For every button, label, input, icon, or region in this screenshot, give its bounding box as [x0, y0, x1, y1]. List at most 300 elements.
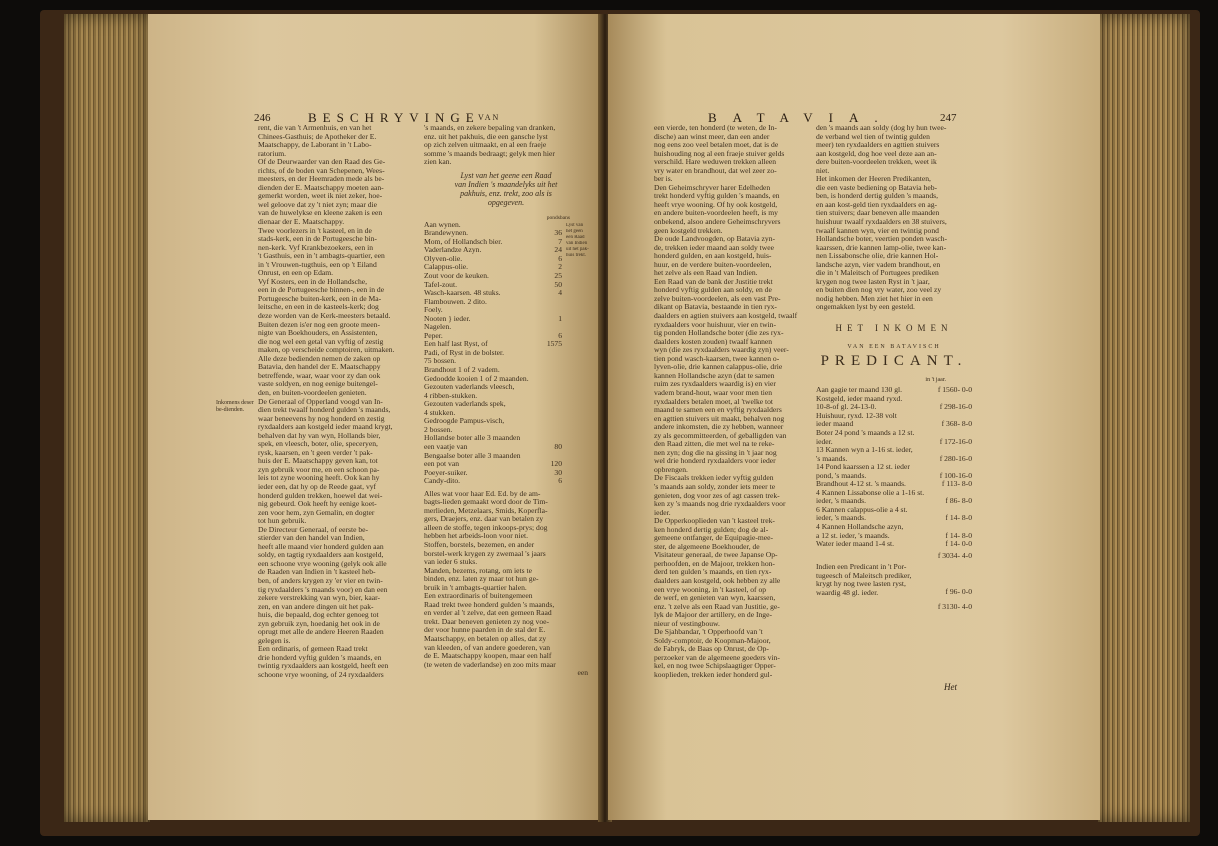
accounts-note-amount: f 96- 0-0 — [945, 587, 972, 597]
text-line: somme 's maands bedraagt; gelyk men hier — [424, 149, 555, 158]
text-line: gemerkt worden, weet ik niet zeker, hoe- — [258, 192, 383, 201]
text-line: tien stuivers; daar beneven alle maanden — [816, 209, 940, 218]
text-line: zy als gecommitteerden, of geballigden van — [654, 431, 787, 440]
text-line: De Generaal of Opperland voogd van In- — [258, 397, 383, 406]
list-item-value: 4 — [558, 288, 562, 298]
text-line: zekere verstrekking van wyn, bier, kaar- — [258, 594, 381, 603]
text-line: wel drie honderd ryxdaalders voor ieder — [654, 457, 776, 466]
text-line: huis der E. Maatschappy geven kan, tot — [258, 457, 378, 466]
text-line: andere inkomsten, die zy hebben, wanneer — [654, 423, 784, 432]
text-line: nieur of vestingbouw. — [654, 619, 720, 628]
text-line: de Fabryk, de Baas op Onrust, de Op- — [654, 645, 769, 654]
list-item-name: Wasch-kaarsen. 48 stuks. — [424, 288, 501, 298]
left-column-2 — [424, 124, 588, 678]
text-line: bagts-lieden gemaakt word door de Tim- — [424, 498, 548, 507]
section-subtitle: VAN EEN BATAVISCH — [847, 343, 941, 350]
text-line: nen-kerk. Vyf Krankbezoekers, een in — [258, 243, 373, 252]
side-note-line: uit het pak- — [566, 246, 589, 252]
text-line: perzoeker van de algemeene goeders vin- — [654, 653, 780, 662]
right-catchword: Het — [944, 682, 957, 692]
list-item-name: Gedroogde Pampus-visch, — [424, 416, 505, 426]
text-line: soldy, en tagtig ryxdaalders aan kostgeld, — [258, 551, 384, 560]
text-line: drie honderd vyftig gulden 's maands, en — [258, 653, 382, 662]
text-line: maand te samen een en vyftig ryxdaalders — [654, 406, 782, 415]
text-line: enz. 't zelve als een Raad van Justitie, ge- — [654, 602, 780, 611]
text-line: de verband wel tien of twintig gulden — [816, 132, 930, 141]
right-page — [608, 14, 1100, 820]
note-line: waardig 48 gl. ieder. — [816, 588, 879, 597]
text-line: gers, Draejers, enz. daar van betalen zy — [424, 515, 544, 524]
text-line: heeft alle maand vier honderd gulden aan — [258, 542, 384, 551]
right-column-1 — [654, 124, 810, 680]
text-line: trekt. Daar beneven genieten zy nog voe- — [424, 617, 550, 626]
text-line: enz. uit het pakhuis, die een gansche lyst — [424, 132, 548, 141]
text-line: behalven dat hy van wyn, Hollands bier, — [258, 431, 381, 440]
account-amount: f 280-16-0 — [939, 453, 972, 463]
accounts-year-heading: in 't jaar. — [925, 376, 946, 383]
list-title-line: pakhuis, enz. trekt, zoo als is — [460, 188, 552, 198]
text-line: dienden der E. Maatschappy moeten aan- — [258, 183, 384, 192]
text-line: Het inkomen der Heeren Predikanten, — [816, 175, 931, 184]
note-line: krygt hy nog twee lasten ryst, — [816, 580, 906, 589]
text-line: leis tot zyne wooning heeft. Ook kan hy — [258, 474, 380, 483]
text-line: zen voor hem, zyn Gemalin, en dogter — [258, 508, 375, 517]
text-line: daalders en agtien stuivers aan kostgeld, twaalf — [654, 312, 798, 321]
text-line: 't Gasthuis, een in 't ambagts-quartier, een — [258, 252, 385, 261]
list-item-value — [544, 375, 562, 384]
list-item-value — [544, 392, 562, 401]
text-line: honderd gulden trekken, hoewel dat wei- — [258, 491, 383, 500]
list-item-name: Hollandse boter alle 3 maanden — [424, 433, 521, 443]
text-line: waar beneevens hy nog honderd en zestig — [258, 414, 385, 423]
list-item-name: een pot van — [424, 459, 460, 469]
text-line: huur, en de verdere buiten-voordeelen, — [654, 260, 772, 269]
text-line: kooplieden, trekken ieder honderd gul- — [654, 671, 773, 679]
text-line: Maatschappy, en betalen op alles, dat zy — [424, 634, 547, 643]
text-line: Visitateur generaal, de twee Japanse Op- — [654, 551, 778, 560]
text-line: De Opperkooplieden van 't kasteel trek- — [654, 517, 775, 526]
text-line: gelegen is. — [258, 636, 291, 645]
text-line: nen Lissabonsche olie, drie kannen Hol- — [816, 252, 939, 261]
text-line: in 't Vrouwen-tugthuis, een op 't Eiland — [258, 260, 377, 269]
text-line: dikant op Batavia, bestaande in tien ryx- — [654, 303, 777, 312]
text-line: rysk, kaarsen, en 't geen verder 't pak- — [258, 448, 373, 457]
list-item-value — [544, 383, 562, 392]
account-amount: f 14- 8-0 — [945, 513, 972, 523]
text-line: vaste soldyen, en nog eenige buitengel- — [258, 380, 378, 389]
text-line: Stoffen, borstels, bezemen, en ander — [424, 540, 535, 549]
list-item-name: Peper. — [424, 330, 443, 340]
account-item: Kostgeld, ieder maand ryxd. — [816, 393, 903, 403]
text-line: ken zy 's maands nog drie ryxdaalders voor — [654, 500, 786, 509]
text-line: nog eens zoo veel betalen moet, dat is de — [654, 141, 779, 150]
text-line: Maatschappy, de Laborant in 't Labo- — [258, 141, 372, 150]
text-line: hebben het arbeids-loon voor niet. — [424, 532, 528, 541]
text-line: Onrust, en een op Edam. — [258, 269, 334, 278]
account-amount: f 113- 8-0 — [941, 479, 972, 489]
section-main-title: PREDICANT. — [820, 353, 968, 370]
list-item-name: Vaderlandze Azyn. — [424, 245, 482, 255]
account-row — [816, 540, 972, 549]
text-line: kaarssen, drie kannen lamp-olie, twee kan- — [816, 243, 947, 252]
text-line: en andere buiten-voordeelen heeft, is my — [654, 209, 778, 218]
list-item-name: Gedoodde kooien 1 of 2 maanden. — [424, 373, 529, 383]
text-line: aan kostgeld, dog hoe veel deze aan an- — [816, 149, 937, 158]
text-line: nen zyn; dog die na gissing in 't jaar nog — [654, 448, 777, 457]
account-item: 14 Pond kaarssen a 12 st. ieder — [816, 462, 910, 472]
text-line: vry water en brandhout, dat wel zeer zo- — [654, 166, 777, 175]
account-amount: f 100-16-0 — [939, 470, 972, 480]
list-item-name: Poeyer-suiker. — [424, 467, 468, 477]
text-line: huishuur twaalf ryxdaalders en 38 stuivers, — [816, 218, 947, 227]
list-item-name: Candy-dito. — [424, 476, 461, 486]
text-line: 's maands aan soldy, zonder iets meer te — [654, 482, 776, 491]
text-line: een vierde, ten honderd (te weten, de In- — [654, 124, 777, 132]
text-line: twaalf kannen wyn, vier en twintig pond — [816, 226, 939, 235]
note-line: Indien een Predicant in 't Por- — [816, 563, 907, 572]
text-line: (te weten de vaderlandse) en zoo mits maar — [424, 660, 556, 669]
account-item: ieder maand — [816, 419, 854, 429]
text-line: op zich zelven uitmaakt, en al een fraeje — [424, 141, 547, 150]
account-item: Aan gagie ter maand 130 gl. — [816, 385, 903, 395]
list-item-value: 36 — [554, 228, 562, 238]
text-line: Soldy-comptoir, de Koopman-Majoor, — [654, 636, 771, 645]
text-line: stads-kerk, een in de Portugeesche bin- — [258, 235, 377, 244]
preacher-accounts — [816, 386, 972, 548]
text-line: ben, is honderd dertig gulden 's maands, — [816, 192, 939, 201]
text-line: dere buiten-voordeelen trekken, weet ik — [816, 158, 937, 167]
list-item-name: een vaatje van — [424, 441, 468, 451]
account-item: ieder, 's maands. — [816, 513, 866, 523]
left-column-2-continued — [424, 490, 588, 669]
list-item-name: Mom, of Hollandsch bier. — [424, 236, 503, 246]
list-item-name: Padi, of Ryst in de bolster. — [424, 347, 505, 357]
text-line: leitsche, en een in de kasteels-kerk; dog — [258, 303, 379, 312]
list-item-value: 50 — [554, 279, 562, 289]
text-line: den, en buiten-voordeelen genieten. — [258, 388, 367, 397]
list-item-value: 1 — [558, 313, 562, 323]
list-item-name: Aan wynen. — [424, 219, 461, 229]
list-item-name: Calappus-olie. — [424, 262, 469, 272]
list-item-value — [544, 357, 562, 366]
text-line: meer) ten ryxdaalders en agttien stuivers — [816, 141, 940, 150]
text-line: Een ordinaris, of gemeen Raad trekt — [258, 645, 368, 654]
list-item-value: 25 — [554, 271, 562, 281]
text-line: ratorium. — [258, 149, 287, 158]
list-item-name: Nooten } ieder. — [424, 313, 471, 323]
list-item-name: Nagelen. — [424, 322, 452, 332]
text-line: daalders aan kostgeld, ook hebben zy alle — [654, 576, 781, 585]
list-item-value — [544, 400, 562, 409]
list-item-name: Zout voor de keuken. — [424, 271, 489, 281]
text-line: den 's maands aan soldy (dog hy hun twee- — [816, 124, 947, 132]
account-item: 4 Kannen Lissabonse olie a 1-16 st. — [816, 487, 925, 497]
left-catchword: een — [577, 668, 588, 678]
side-note-line: Lyst van — [566, 222, 584, 228]
account-item: a 12 st. ieder, 's maands. — [816, 530, 890, 540]
text-line: die een vaste bediening op Batavia heb- — [816, 183, 938, 192]
text-line: het zelve als een Raad van Indien. — [654, 269, 758, 278]
list-item-value — [544, 298, 562, 307]
list-item — [424, 323, 562, 332]
text-line: alleen de stoffe, tegen inkoops-prys; dog — [424, 523, 548, 532]
list-item-name: 4 stukken. — [424, 407, 456, 417]
account-item: pond, 's maands. — [816, 470, 867, 480]
text-line: zyn gebruik voor me, en een schoon pa- — [258, 465, 380, 474]
right-column-2 — [816, 124, 972, 611]
left-column-1 — [258, 124, 416, 680]
list-item-value: 2 — [558, 262, 562, 272]
text-line: nig gebeurd. Ook heeft hy eenige koet- — [258, 500, 377, 509]
text-line: een in de Portugeesche binnen-, een in de — [258, 286, 385, 295]
list-unit-heading: pondsbans — [546, 214, 570, 221]
text-line: een vrye wooning, in 't kasteel, of op — [654, 585, 767, 594]
left-page — [148, 14, 602, 820]
text-line: stierder van den handel van Indien, — [258, 534, 365, 543]
accounts-subtotal: f 3034- 4-0 — [937, 550, 972, 560]
text-line: Buiten dezen is'er nog een groote meen- — [258, 320, 380, 329]
text-line: huis, die bepaald, dog echter genoeg tot — [258, 611, 379, 620]
text-line: gemeene ontfanger, de Equipagie-mee- — [654, 534, 774, 543]
text-line: ster, de algemeene Boekhouder, de — [654, 542, 760, 551]
list-title-line: Lyst van het geene een Raad — [460, 170, 552, 180]
account-item: 4 Kannen Hollandsche azyn, — [816, 521, 904, 531]
text-line: van kleeden, of van andere goederen, van — [424, 643, 551, 652]
text-line: oprugt met alle de andere Heeren Raaden — [258, 628, 384, 637]
account-amount: f 298-16-0 — [939, 402, 972, 412]
list-item-value — [544, 349, 562, 358]
list-item — [424, 298, 562, 307]
text-line: lyven-olie, drie kannen calappus-olie, drie — [654, 363, 783, 372]
text-line: Alles wat voor haar Ed. Ed. by de am- — [424, 489, 541, 498]
right-column-2-text — [816, 124, 972, 312]
note-line: tugeesch of Maleitsch prediker, — [816, 571, 912, 580]
text-line: ben, of anders krygen zy 'er vier en twin- — [258, 576, 383, 585]
left-column-2-intro — [424, 124, 588, 167]
account-amount: f 14- 8-0 — [945, 530, 972, 540]
section-title: HET INKOMEN — [835, 323, 953, 334]
text-line: De oude Landvoogden, op Batavia zyn- — [654, 235, 776, 244]
text-line: daalders kosten zouden) twaalf kannen — [654, 337, 773, 346]
text-line: Vyf Kosters, een in de Hollandsche, — [258, 277, 368, 286]
list-item-name: Olyven-olie. — [424, 253, 463, 263]
account-item: Huishuur, ryxd. 12-38 volt — [816, 410, 897, 420]
account-item: Boter 24 pond 's maands a 12 st. — [816, 427, 915, 437]
text-line: deze worden van de Kerk-meesters betaald. — [258, 312, 391, 321]
list-item-value: 80 — [554, 441, 562, 451]
text-line: honderd vyftig gulden aan soldy, en de — [654, 286, 772, 295]
account-item: 6 Kannen calappus-olie a 4 st. — [816, 504, 908, 514]
text-line: 's maands, en zekere bepaling van dranken, — [424, 124, 556, 132]
list-item-name: 75 bossen. — [424, 356, 457, 366]
text-line: ongemakken lyst by een gesteld. — [816, 303, 915, 312]
text-line: kel, en nog twee Schipslaagtiger Opper- — [654, 662, 776, 671]
text-line: die nog wel een getal van vyftig of zestig — [258, 337, 384, 346]
text-line: schoone vrye wooning, of 24 ryxdaalders — [258, 671, 384, 679]
list-item-value: 120 — [550, 459, 562, 469]
text-line: Batavia, den handel der E. Maatschappy — [258, 363, 381, 372]
list-item-name: Een half last Ryst, of — [424, 339, 488, 349]
list-item-value: 7 — [558, 236, 562, 246]
text-line: dienaar der E. Maatschappy. — [258, 218, 345, 227]
text-line: heeft vrye wooning. Of hy ook kostgeld, — [654, 200, 778, 209]
list-title-line: opgegeven. — [487, 197, 525, 207]
text-line: van ieder 6 stuks. — [424, 558, 478, 567]
list-title-line: van Indien 's maandelyks uit het — [454, 179, 558, 189]
list-item-name: Flambouwen. 2 dito. — [424, 296, 487, 306]
account-item: Brandhout 4-12 st. 's maands. — [816, 479, 906, 489]
text-line: twintig ryxdaalders aan kostgeld, heeft een — [258, 662, 389, 671]
text-line: geen kostgeld trekken. — [654, 226, 723, 235]
text-line: De Directeur Generaal, of eerste be- — [258, 525, 369, 534]
text-line: ieder. — [654, 508, 671, 517]
text-line: ruim zes ryxdaalders waardig is) en vier — [654, 380, 776, 389]
list-item-name: Gezouten vaderlands vleesch, — [424, 382, 515, 392]
text-line: Twee voorlezers in 't kasteel, en in de — [258, 226, 372, 235]
page-edges-left — [64, 14, 150, 822]
text-line: Of de Deurwaarder van den Raad des Ge- — [258, 158, 386, 167]
text-line: de E. Maatschappy koopen, maar een half — [424, 652, 552, 661]
right-page-number: 247 — [940, 112, 957, 124]
text-line: spek, en vleesch, boter, olie, speceryen, — [258, 440, 378, 449]
text-line: en agttien stuivers uit maakt, behalven nog — [654, 414, 785, 423]
list-item-name: Bengaalse boter alle 3 maanden — [424, 450, 521, 460]
page-edges-right — [1098, 14, 1190, 822]
text-line: binden, enz. laten zy maar tot hun ge- — [424, 575, 539, 584]
text-line: genieten, dog voor zes of agt cassen trek- — [654, 491, 780, 500]
list-item-value: 6 — [558, 253, 562, 263]
list-item-name: Brandhout 1 of 2 vadem. — [424, 365, 500, 375]
text-line: ryxdaalders betalen moet, al 'twelke tot — [654, 397, 774, 406]
account-amount: f 368- 8-0 — [941, 419, 972, 429]
text-line: Manden, bezems, rotang, om iets te — [424, 566, 532, 575]
list-item-value — [544, 366, 562, 375]
text-line: ber is. — [654, 175, 673, 184]
account-item: 13 Kannen wyn a 1-16 st. ieder, — [816, 445, 913, 455]
text-line: nodig hebben. Men ziet het hier in een — [816, 294, 933, 303]
text-line: verschild. Hare weduwen trekken alleen — [654, 158, 777, 167]
text-line: Den Geheimschryver harer Edelheden — [654, 183, 771, 192]
text-line: kannen Hollandsche azyn (dat te samen — [654, 371, 775, 380]
side-note-line: het geen — [566, 228, 583, 234]
text-line: ryxdaalders voor huishuur, vier en twin- — [654, 320, 777, 329]
text-line: huishouding nog al een fraeje stuiver gelds — [654, 149, 785, 158]
text-line: richts, of de boden van Schepenen, Wees- — [258, 166, 385, 175]
text-line: de Raaden van Indien in 't kasteel heb- — [258, 568, 376, 577]
text-line: Een Raad van de bank der Justitie trekt — [654, 277, 773, 286]
account-amount: f 86- 8-0 — [945, 496, 972, 506]
side-note-line: van Indien — [566, 240, 588, 246]
text-line: en buiten dien nog vry water, zoo veel zy — [816, 286, 942, 295]
text-line: merlieden, Metzelaars, Smids, Koperfla- — [424, 506, 548, 515]
text-line: krygen nog twee lasten Ryst in 't jaar, — [816, 277, 930, 286]
text-line: de, trekken ieder maand aan soldy twee — [654, 243, 774, 252]
text-line: een schoone vrye wooning (gelyk ook alle — [258, 559, 387, 568]
text-line: bruik in 't ambagts-quartier halen. — [424, 583, 527, 592]
text-line: Hollandsche boter, veertien ponden wasch- — [816, 235, 948, 244]
list-item-value — [544, 409, 562, 418]
text-line: de werf, en genieten van wyn, kaarssen, — [654, 594, 776, 603]
account-amount: f 172-16-0 — [939, 436, 972, 446]
right-running-header: BATAVIA. — [708, 110, 894, 125]
account-item: 10-8-of gl. 24-13-0. — [816, 402, 877, 412]
account-amount: f 14- 0-0 — [945, 539, 972, 549]
text-line: en aan kost-geld tien ryxdaalders en ag- — [816, 200, 938, 209]
list-item-value — [544, 417, 562, 426]
list-item-value: 6 — [558, 330, 562, 340]
left-margin-note: Inkomens deser be-dienden. — [216, 400, 254, 413]
text-line: derd ten gulden 's maands, en tien ryx- — [654, 568, 772, 577]
list-item-value — [544, 426, 562, 435]
text-line: De Fiscaals trekken ieder vyftig gulden — [654, 474, 774, 483]
text-line: meesters, en der Heemraden mede als be- — [258, 175, 385, 184]
list-item-name: Gezouten vaderlands spek, — [424, 399, 506, 409]
text-line: tot hun gebruik. — [258, 517, 307, 526]
list-item-name: Tafel-zout. — [424, 279, 457, 289]
side-note-line: huis trekt. — [566, 252, 586, 258]
text-line: Alle deze bedienden nemen de zaken op — [258, 354, 381, 363]
text-line: en verder al 't zelve, dat een gemeen Raad — [424, 609, 552, 618]
text-line: dien trekt twaalf honderd gulden 's maands, — [258, 406, 391, 415]
text-line: tig ryxdaalders 's maands voor) en dan een — [258, 585, 388, 594]
account-item: ieder. — [816, 436, 833, 446]
text-line: Portugeesche buiten-kerk, een in de Ma- — [258, 294, 382, 303]
text-line: Een extraordinaris of buitengemeen — [424, 592, 533, 601]
accounts-total: f 3130- 4-0 — [937, 601, 972, 611]
list-item-value: 1575 — [546, 339, 562, 349]
left-running-header: BESCHRYVINGE — [308, 110, 480, 125]
text-line: wel geloove dat zy 't niet zyn; maar die — [258, 200, 378, 209]
text-line: zelve buiten-voordeelen, als een vast Pre- — [654, 294, 781, 303]
list-item-name: Brandewynen. — [424, 228, 469, 238]
text-line: maken, op verscheide comptoiren, uitmaken. — [258, 346, 395, 355]
list-side-note — [566, 223, 596, 259]
text-line: borstel-werk krygen zy zwemaal 's jaars — [424, 549, 546, 558]
list-item-name: Foely. — [424, 305, 443, 315]
text-line: betreffende, waar, waar voor zy dan ook — [258, 371, 381, 380]
text-line: lyk de Majoor der artillery, en de Inge- — [654, 611, 773, 620]
list-item-name: 4 ribben-stukken. — [424, 390, 478, 400]
list-item — [424, 477, 562, 486]
account-item: ieder, 's maands. — [816, 496, 866, 506]
account-item: Water ieder maand 1-4 st. — [816, 539, 895, 549]
list-title — [424, 171, 588, 207]
text-line: ieder een, dat hy op de Reede gaat, vyf — [258, 482, 377, 491]
text-line: die in 't Maleitsch of Portugees prediken — [816, 269, 939, 278]
text-line: van de huwelykse en kleene zaken is een — [258, 209, 383, 218]
text-line: onbekend, alsoo andere Geheimschryvers — [654, 218, 781, 227]
list-item-value: 24 — [554, 245, 562, 255]
list-item-value: 30 — [554, 467, 562, 477]
council-allowance-list — [424, 215, 588, 486]
text-line: Chinees-Gasthuis; de Apotheker der E. — [258, 132, 377, 141]
text-line: rent, die van 't Armenhuis, en van het — [258, 124, 372, 132]
text-line: niet. — [816, 166, 830, 175]
text-line: nigte van Boekhouders, en Assistenten, — [258, 329, 378, 338]
list-item-value: 6 — [558, 476, 562, 486]
text-line: tig ponden Hollandsche boter (die zes ryx- — [654, 329, 784, 338]
text-line: trekt honderd vyftig gulden 's maands, en — [654, 192, 780, 201]
text-line: ryxdaalders aan kostgeld ieder maand krygt, — [258, 423, 393, 432]
account-amount: f 1560- 0-0 — [937, 385, 972, 395]
text-line: vadem brand-hout, waar voor men tien — [654, 388, 773, 397]
list-item-name: 2 bossen. — [424, 424, 453, 434]
text-line: zen, en van andere dingen uit het pak- — [258, 602, 374, 611]
text-line: De Sjahbandar, 't Opperhoofd van 't — [654, 628, 763, 637]
text-line: dische) aan winst meer, dan een ander — [654, 132, 770, 141]
text-line: perhoofden, en de Majoor, trekken hon- — [654, 559, 775, 568]
text-line: opbrengen. — [654, 465, 688, 474]
